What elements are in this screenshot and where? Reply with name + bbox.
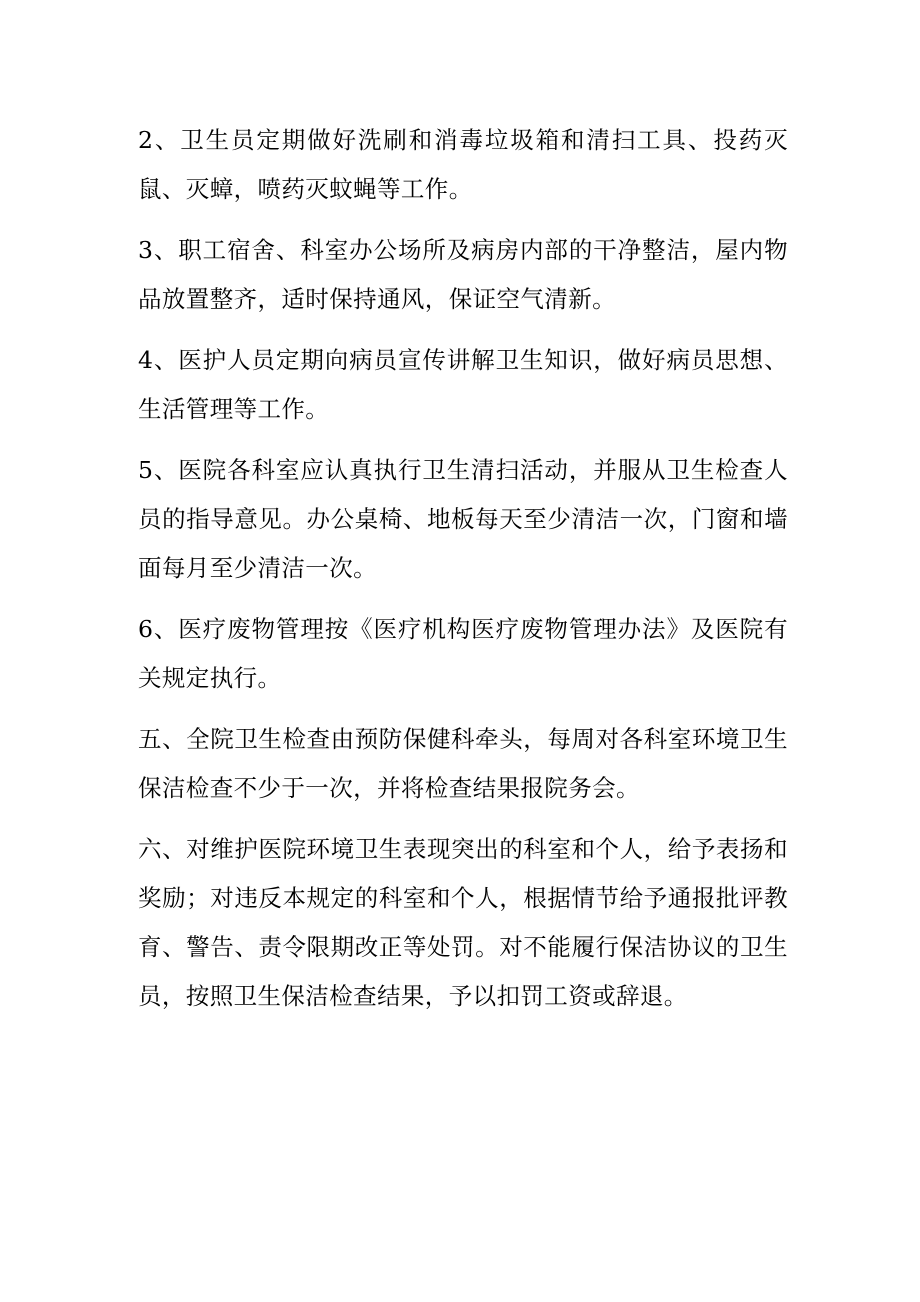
section-six-paragraph: 六、对维护医院环境卫生表现突出的科室和个人，给予表扬和奖励；对违反本规定的科室和个人，根据情节给予通报批评教育、警告、责令限期改正等处罚。对不能履行保洁协议的卫生员，按照卫生保洁检查结果，予以扣罚工资或辞退。 [138, 835, 788, 1010]
paragraph-item-5: 5、医院各科室应认真执行卫生清扫活动，并服从卫生检查人员的指导意见。办公桌椅、地板每天至少清洁一次，门窗和墙面每月至少清洁一次。 [138, 456, 788, 582]
paragraph-item-6: 6、医疗废物管理按《医疗机构医疗废物管理办法》及医院有关规定执行。 [138, 615, 788, 692]
paragraph-item-4: 4、医护人员定期向病员宣传讲解卫生知识，做好病员思想、生活管理等工作。 [138, 346, 788, 423]
section-five-paragraph: 五、全院卫生检查由预防保健科牵头，每周对各科室环境卫生保洁检查不少于一次，并将检查结果报院务会。 [138, 725, 788, 802]
paragraph-item-2: 2、卫生员定期做好洗刷和消毒垃圾箱和清扫工具、投药灭鼠、灭蟑，喷药灭蚊蝇等工作。 [138, 126, 788, 203]
paragraph-item-3: 3、职工宿舍、科室办公场所及病房内部的干净整洁，屋内物品放置整齐，适时保持通风，保证空气清新。 [138, 236, 788, 313]
document-body [138, 116, 788, 1033]
